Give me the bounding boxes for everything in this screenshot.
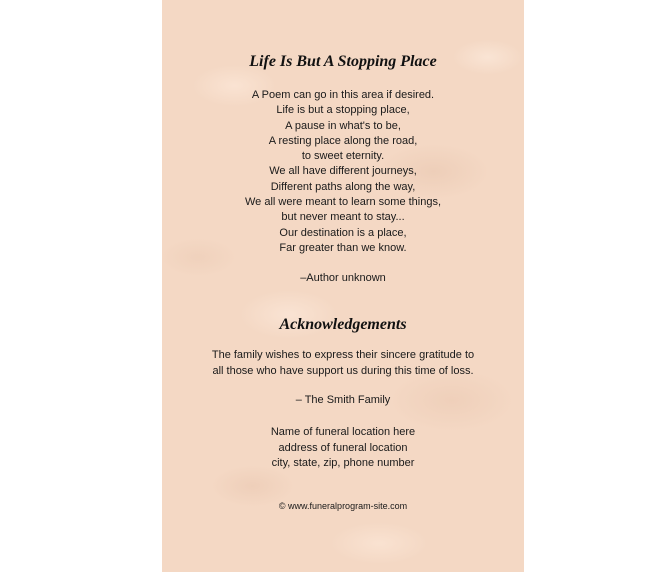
location-line: Name of funeral location here: [270, 426, 416, 438]
poem-title: Life Is But A Stopping Place: [249, 53, 437, 70]
acknowledgements-line: The family wishes to express their sincere gratitude to: [211, 349, 475, 361]
poem-line: A Poem can go in this area if desired.: [251, 89, 435, 101]
acknowledgements-text: [162, 348, 524, 379]
poem-line: Far greater than we know.: [279, 241, 407, 254]
funeral-location: [162, 425, 524, 472]
poem-line: We all were meant to learn some things,: [244, 196, 442, 209]
poem-author: –Author unknown: [300, 272, 386, 284]
poem-line: A resting place along the road,: [268, 134, 418, 147]
acknowledgements-title: Acknowledgements: [279, 316, 407, 333]
poem-body: [162, 88, 524, 256]
poem-line: A pause in what's to be,: [285, 119, 401, 132]
location-line: city, state, zip, phone number: [271, 457, 415, 469]
family-signature: – The Smith Family: [295, 394, 391, 406]
poem-line: but never meant to stay...: [281, 211, 405, 224]
poem-line: to sweet eternity.: [301, 150, 385, 163]
poem-line: We all have different journeys,: [269, 165, 417, 178]
poem-line: Different paths along the way,: [270, 180, 416, 193]
poem-line: Life is but a stopping place,: [276, 104, 410, 117]
copyright-footer: © www.funeralprogram-site.com: [278, 501, 408, 511]
poem-line: Our destination is a place,: [279, 226, 407, 239]
program-page: [162, 0, 524, 572]
location-line: address of funeral location: [278, 441, 408, 454]
acknowledgements-line: all those who have support us during this time of loss.: [212, 364, 474, 377]
